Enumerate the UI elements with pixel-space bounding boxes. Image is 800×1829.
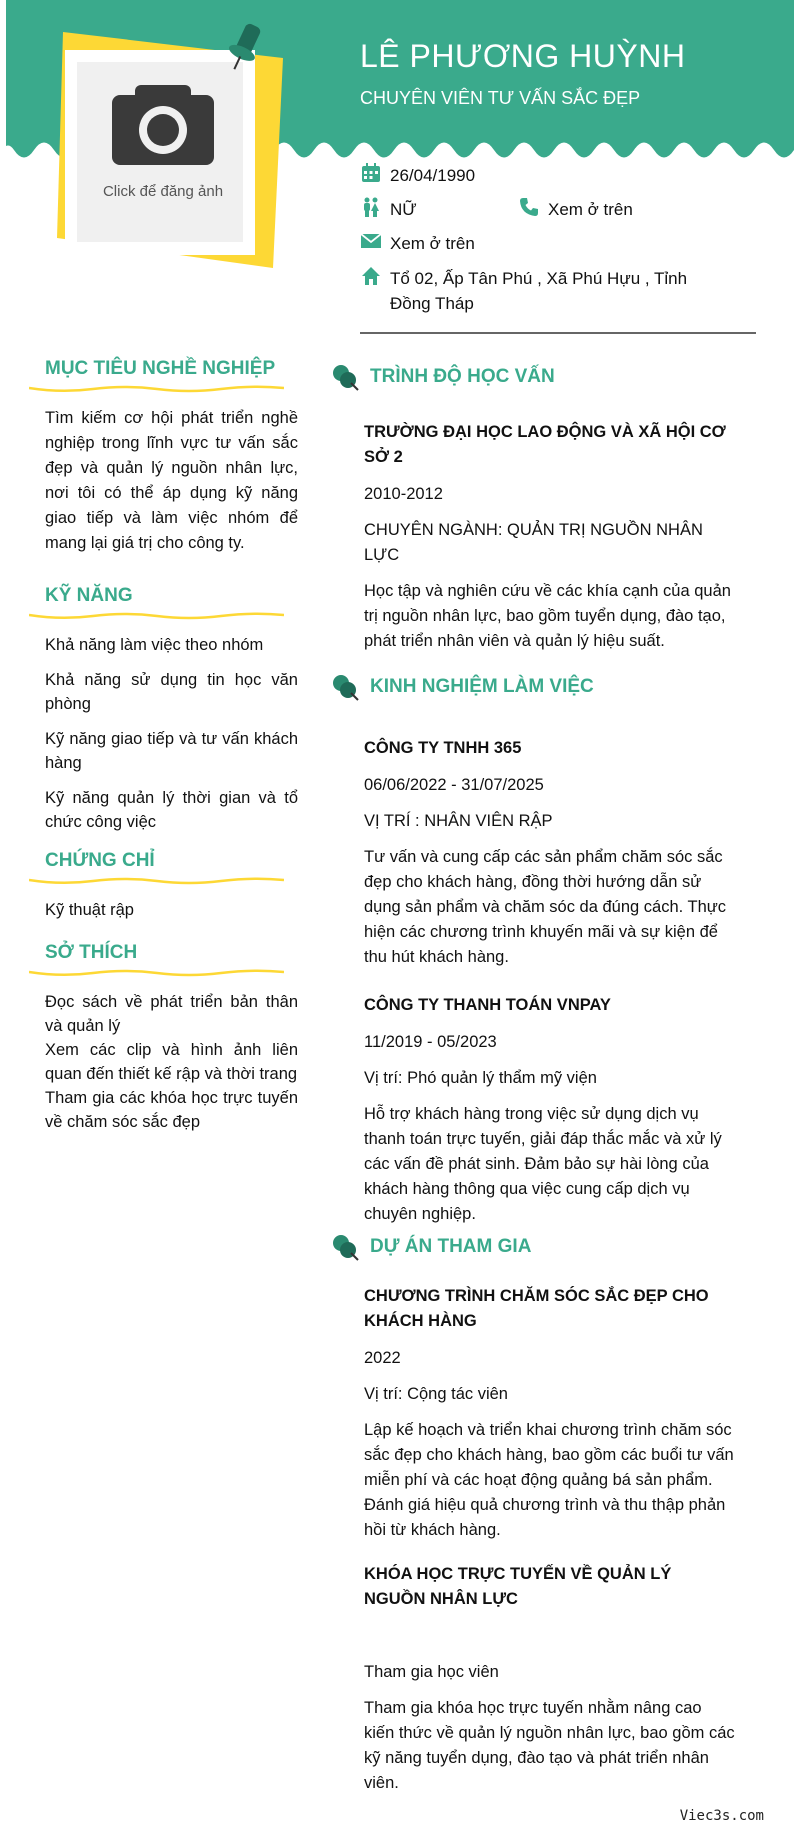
hobby-item: Đọc sách về phát triển bản thân và quản lý [45,993,298,1035]
education-period: 2010-2012 [364,485,443,503]
project-role: Tham gia học viên [364,1663,499,1681]
gender-row [360,197,417,222]
job-description: Hỗ trợ khách hàng trong việc sử dụng dịch vụ thanh toán trực tuyến, giải đáp thắc mắc và xử lý các vấn đề phát sinh. Đảm bảo sự hài lòng của khách hàng thông qua việc cung cấp dịch vụ chuyên nghiệp. [364,1105,722,1223]
email-row [360,231,475,256]
job-position: VỊ TRÍ : NHÂN VIÊN RẬP [364,812,553,830]
education-major: CHUYÊN NGÀNH: QUẢN TRỊ NGUỒN NHÂN LỰC [364,521,703,564]
cert-title: CHỨNG CHỈ [45,850,155,871]
pushpin-icon [330,672,360,702]
watermark: Viec3s.com [679,1808,764,1824]
calendar-icon [360,163,382,183]
experience-heading [330,672,594,702]
email: Xem ở trên [390,234,475,253]
project-name: KHÓA HỌC TRỰC TUYẾN VỀ QUẢN LÝ NGUỒN NHÂN LỰC [364,1565,672,1608]
skill-item: Kỹ năng giao tiếp và tư vấn khách hàng [45,730,298,772]
camera-icon [112,85,214,165]
experience-title: KINH NGHIỆM LÀM VIỆC [370,676,594,697]
job-position: Vị trí: Phó quản lý thẩm mỹ viện [364,1069,597,1087]
yellow-wave-divider [29,384,284,394]
education-description: Học tập và nghiên cứu về các khía cạnh của quản trị nguồn nhân lực, bao gồm tuyển dụng, đào tạo, phát triển nhân viên và quản lý hiệu suất. [364,582,731,650]
objective-title: MỤC TIÊU NGHỀ NGHIỆP [45,358,276,379]
education-entry [364,420,736,654]
candidate-name: LÊ PHƯƠNG HUỲNH [360,38,686,74]
phone-icon [518,197,540,217]
projects-heading [330,1232,531,1262]
project-period: 2022 [364,1349,401,1367]
job-title: CHUYÊN VIÊN TƯ VẤN SẮC ĐẸP [360,88,641,108]
left-column [45,358,298,1134]
hobby-title: SỞ THÍCH [45,942,138,963]
education-title: TRÌNH ĐỘ HỌC VẤN [370,366,555,387]
project-entry [364,1284,736,1543]
job-period: 06/06/2022 - 31/07/2025 [364,776,544,794]
education-heading [330,362,555,392]
hobby-item: Tham gia các khóa học trực tuyến về chăm sóc sắc đẹp [45,1089,298,1131]
school-name: TRƯỜNG ĐẠI HỌC LAO ĐỘNG VÀ XÃ HỘI CƠ SỞ 2 [364,423,726,466]
yellow-wave-divider [29,876,284,886]
yellow-wave-divider [29,968,284,978]
yellow-wave-divider [29,611,284,621]
project-role: Vị trí: Cộng tác viên [364,1385,508,1403]
photo-label: Click để đăng ảnh [102,183,224,200]
pushpin-icon [330,362,360,392]
hobby-item: Xem các clip và hình ảnh liên quan đến thiết kế rập và thời trang [45,1041,298,1083]
gender: NỮ [390,200,417,219]
phone-row [518,197,633,222]
gender-icon [360,197,382,217]
company-name: CÔNG TY TNHH 365 [364,739,522,757]
envelope-icon [360,231,382,251]
experience-entry [364,993,736,1227]
pushpin-icon [330,1232,360,1262]
objective-text: Tìm kiếm cơ hội phát triển nghề nghiệp trong lĩnh vực tư vấn sắc đẹp và quản lý nguồn nhân lực, nơi tôi có thể áp dụng kỹ năng giao tiếp và làm việc nhóm để mang lại giá trị cho công ty. [45,409,298,552]
job-description: Tư vấn và cung cấp các sản phẩm chăm sóc sắc đẹp cho khách hàng, đồng thời hướng dẫn sử dụng sản phẩm và chăm sóc da đúng cách. Thực hiện các chương trình khuyến mãi và sự kiện để thu hút khách hàng. [364,848,727,966]
birthday: 26/04/1990 [390,166,476,185]
header-divider [360,332,756,334]
job-period: 11/2019 - 05/2023 [364,1033,497,1051]
home-icon [360,266,382,286]
cert-item: Kỹ thuật rập [45,901,134,919]
projects-title: DỰ ÁN THAM GIA [370,1236,532,1257]
skill-item: Khả năng làm việc theo nhóm [45,636,264,654]
birthday-row [360,163,475,188]
skill-item: Kỹ năng quản lý thời gian và tổ chức công việc [45,789,298,831]
project-description: Lập kế hoạch và triển khai chương trình chăm sóc sắc đẹp cho khách hàng, bao gồm các buổi tư vấn miễn phí và các hoạt động quảng bá sản phẩm. Đánh giá hiệu quả chương trình và thu thập phản hồi từ khách hàng. [364,1421,734,1539]
project-name: CHƯƠNG TRÌNH CHĂM SÓC SẮC ĐẸP CHO KHÁCH HÀNG [364,1287,709,1330]
photo-upload[interactable] [55,20,295,275]
address: Tổ 02, Ấp Tân Phú , Xã Phú Hựu , Tỉnh Đồng Tháp [390,269,688,313]
project-period [364,1624,736,1649]
experience-entry [364,736,736,970]
phone: Xem ở trên [548,200,633,219]
project-entry [364,1562,736,1796]
skill-item: Khả năng sử dụng tin học văn phòng [45,671,298,713]
skills-title: KỸ NĂNG [45,585,133,606]
project-description: Tham gia khóa học trực tuyến nhằm nâng cao kiến thức về quản lý nguồn nhân lực, bao gồm các kỹ năng tuyển dụng, đào tạo và phát triển nhân viên. [364,1699,735,1792]
company-name: CÔNG TY THANH TOÁN VNPAY [364,996,611,1014]
address-row [360,266,700,316]
